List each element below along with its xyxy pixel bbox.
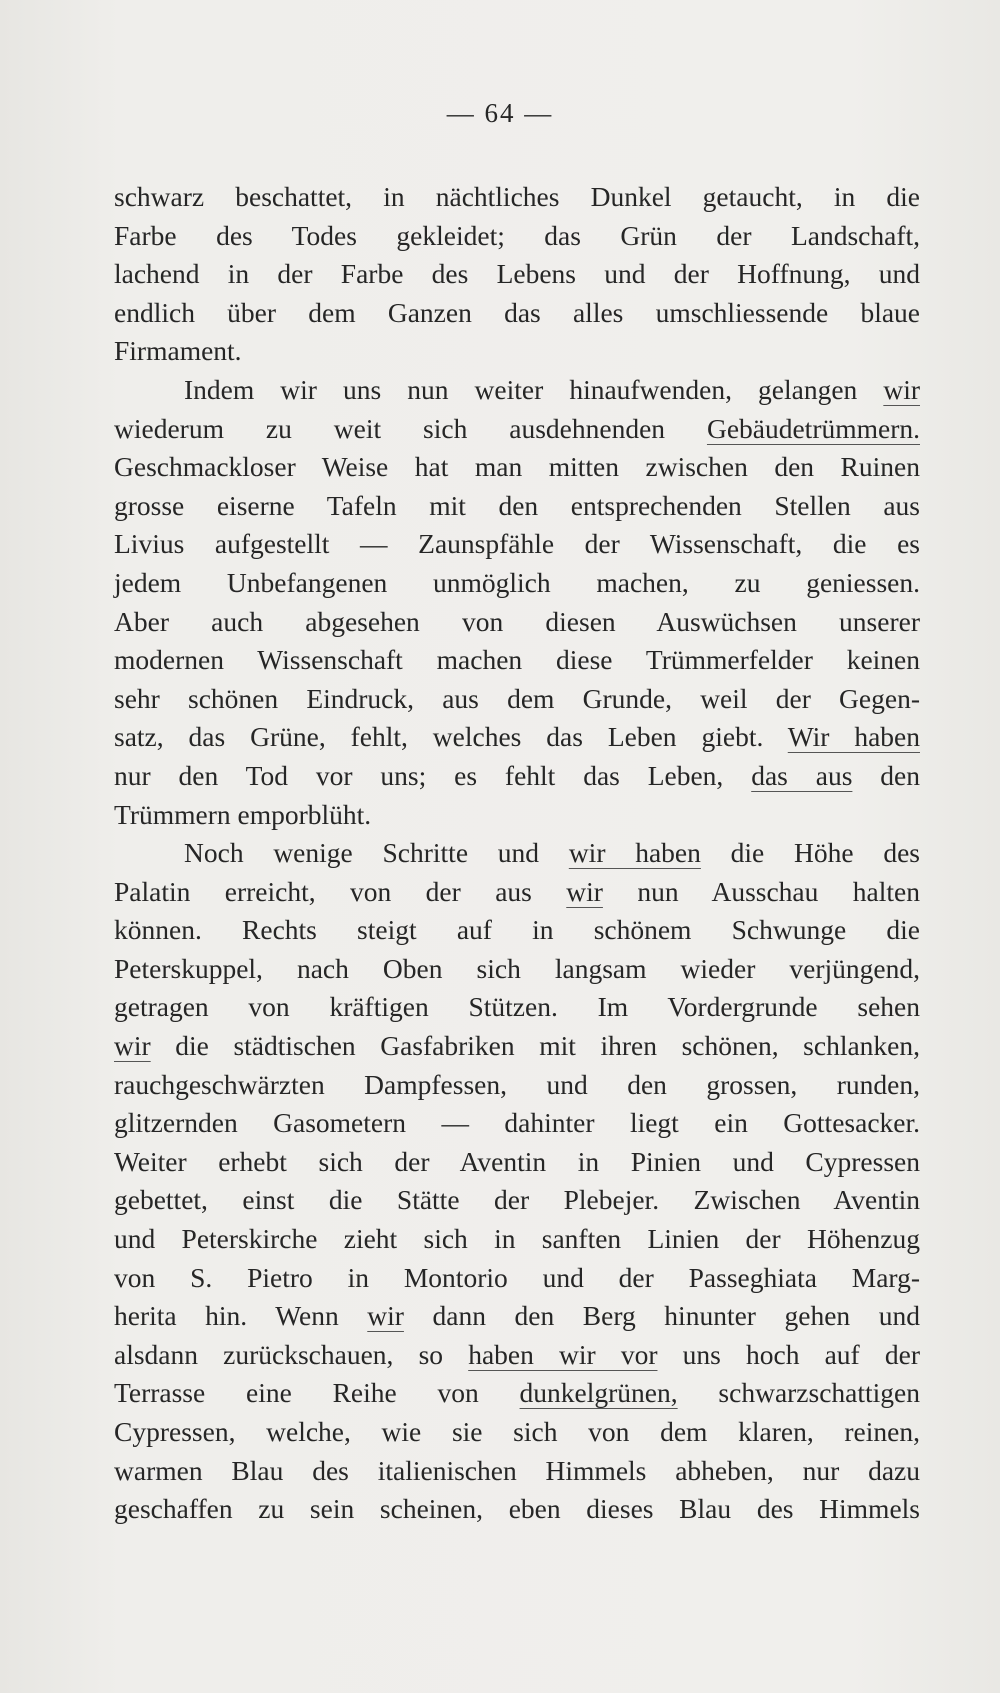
paragraph-start-line: Noch wenige Schritte und wir haben die Höhe des <box>184 837 921 869</box>
body-text <box>114 178 920 1529</box>
text-line: modernen Wissenschaft machen diese Trümmerfelder keinen <box>114 644 920 676</box>
underlined-word: wir <box>114 1030 151 1062</box>
underlined-word: das aus <box>751 759 853 791</box>
text-line: grosse eiserne Tafeln mit den entsprechenden Stellen aus <box>114 489 920 521</box>
text-line: Terrasse eine Reihe von dunkelgrünen, schwarzschattigen <box>114 1377 920 1409</box>
text-line: endlich über dem Ganzen das alles umschliessende blaue <box>114 296 920 328</box>
text-line: Farbe des Todes gekleidet; das Grün der Landschaft, <box>114 219 920 251</box>
paragraph-end-line: Firmament. <box>114 335 242 367</box>
text-line: geschaffen zu sein scheinen, eben dieses Blau des Himmels <box>114 1493 920 1525</box>
underlined-word: Gebäudetrümmern. <box>706 412 920 444</box>
text-line: schwarz beschattet, in nächtliches Dunkel getaucht, in die <box>114 181 920 212</box>
text-line: von S. Pietro in Montorio und der Passeghiata Marg- <box>114 1261 920 1293</box>
text-line: und Peterskirche zieht sich in sanften Linien der Höhenzug <box>114 1223 920 1255</box>
text-line: wir die städtischen Gasfabriken mit ihren schönen, schlanken, <box>114 1030 920 1062</box>
text-line: glitzernden Gasometern — dahinter liegt ein Gottesacker. <box>114 1107 920 1139</box>
underlined-word: wir <box>566 875 603 907</box>
paragraph-start-line: Indem wir uns nun weiter hinaufwenden, gelangen wir <box>184 373 920 405</box>
text-line: alsdann zurückschauen, so haben wir vor uns hoch auf der <box>114 1338 920 1370</box>
text-line: Geschmackloser Weise hat man mitten zwischen den Ruinen <box>114 451 920 483</box>
text-line: herita hin. Wenn wir dann den Berg hinunter gehen und <box>114 1300 920 1332</box>
text-line: Palatin erreicht, von der aus wir nun Ausschau halten <box>114 875 920 907</box>
text-line: Peterskuppel, nach Oben sich langsam wieder verjüngend, <box>114 952 920 984</box>
page-number: — 64 — <box>446 98 554 128</box>
text-line: getragen von kräftigen Stützen. Im Vordergrunde sehen <box>114 991 920 1023</box>
text-line: gebettet, einst die Stätte der Plebejer. Zwischen Aventin <box>114 1184 920 1216</box>
text-line: jedem Unbefangenen unmöglich machen, zu geniessen. <box>114 566 920 598</box>
text-line: wiederum zu weit sich ausdehnenden Gebäudetrümmern. <box>114 412 920 444</box>
text-line: lachend in der Farbe des Lebens und der Hoffnung, und <box>114 258 920 290</box>
underlined-word: wir haben <box>568 837 701 869</box>
text-line: warmen Blau des italienischen Himmels abheben, nur dazu <box>114 1454 920 1486</box>
paragraph-end-line: Trümmern emporblüht. <box>114 798 372 830</box>
underlined-word: Wir haben <box>787 721 920 753</box>
text-line: Weiter erhebt sich der Aventin in Pinien und Cypressen <box>114 1145 920 1177</box>
text-line: Aber auch abgesehen von diesen Auswüchsen unserer <box>114 605 920 637</box>
text-line: rauchgeschwärzten Dampfessen, und den grossen, runden, <box>114 1068 920 1100</box>
text-line: Cypressen, welche, wie sie sich von dem klaren, reinen, <box>114 1416 920 1447</box>
text-line: sehr schönen Eindruck, aus dem Grunde, weil der Gegen- <box>114 682 920 714</box>
underlined-word: wir <box>883 373 920 405</box>
underlined-word: wir <box>367 1300 404 1332</box>
text-line: Livius aufgestellt — Zaunspfähle der Wissenschaft, die es <box>114 528 920 560</box>
text-line: nur den Tod vor uns; es fehlt das Leben, das aus den <box>114 759 920 791</box>
underlined-word: haben wir vor <box>468 1338 658 1370</box>
underlined-word: dunkelgrünen, <box>519 1377 678 1409</box>
text-line: satz, das Grüne, fehlt, welches das Leben giebt. Wir haben <box>114 721 920 753</box>
text-line: können. Rechts steigt auf in schönem Schwunge die <box>114 914 920 946</box>
